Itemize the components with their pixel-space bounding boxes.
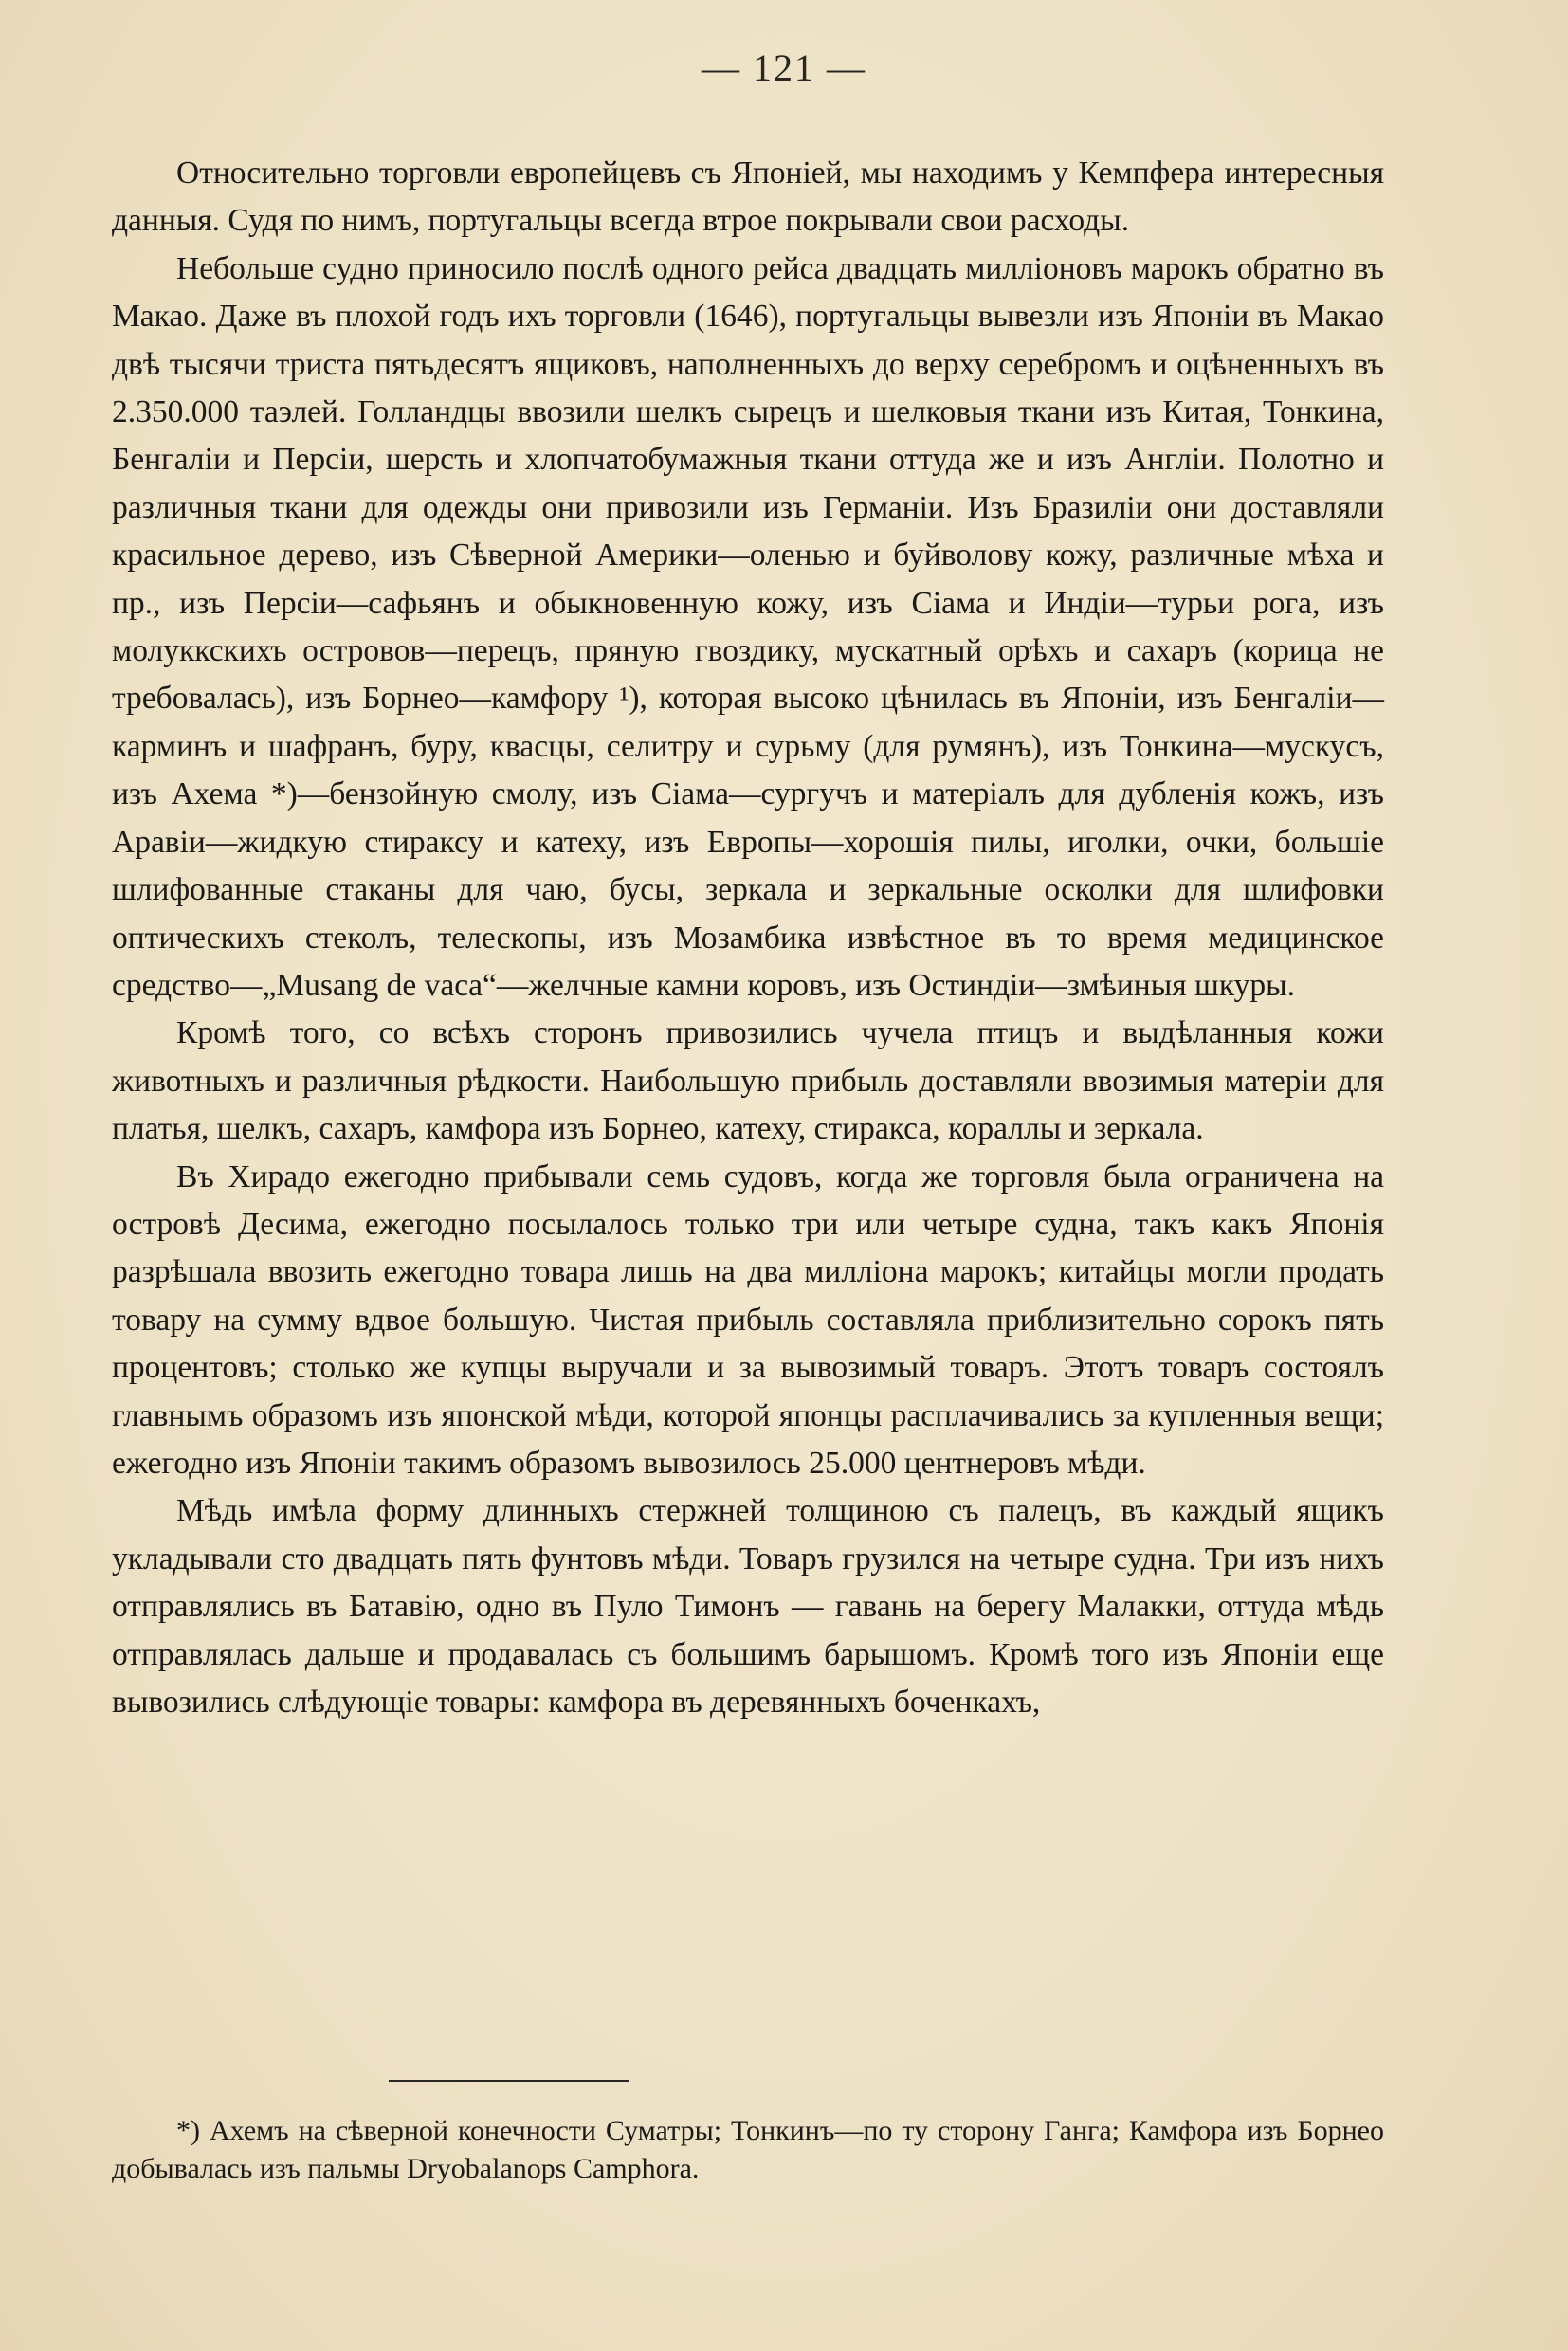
page-number: — 121 —: [702, 46, 866, 89]
paragraph: Кромѣ того, со всѣхъ сторонъ привозились чучела птицъ и выдѣланныя кожи животныхъ и различныя рѣдкости. Наибольшую прибыль доставляли ввозимыя матерiи для платья, шелкъ, сахаръ, камфора изъ Борнео, катеху, стиракса, кораллы и зеркала.: [112, 1015, 1384, 1147]
paragraph: Относительно торговли европейцевъ съ Японiей, мы находимъ у Кемпфера интересныя данныя. Судя по нимъ, португальцы всегда втрое покрывали свои расходы.: [112, 155, 1384, 239]
paragraph: Небольше судно приносило послѣ одного рейса двадцать миллiоновъ марокъ обратно въ Макао. Даже въ плохой годъ ихъ торговли (1646), португальцы вывезли изъ Японiи въ Макао двѣ тысячи триста пятьдесятъ ящиковъ, наполненныхъ до верху серебромъ и оцѣненныхъ въ 2.350.000 таэлей. Голландцы ввозили шелкъ сырецъ и шелковыя ткани изъ Китая, Тонкина, Бенгалiи и Персiи, шерсть и хлопчатобумажныя ткани оттуда же и изъ Англiи. Полотно и различныя ткани для одежды они привозили изъ Германiи. Изъ Бразилiи они доставляли красильное дерево, изъ Сѣверной Америки—оленью и буйволову кожу, различные мѣха и пр., изъ Персiи—сафьянъ и обыкновенную кожу, изъ Сiама и Индiи—турьи рога, изъ молуккскихъ островов—перецъ, пряную гвоздику, мускатный орѣхъ и сахаръ (корица не требовалась), изъ Борнео—камфору ¹), которая высоко цѣнилась въ Японiи, изъ Бенгалiи—карминъ и шафранъ, буру, квасцы, селитру и сурьму (для румянъ), изъ Тонкина—мускусъ, изъ Ахема *)—бензойную смолу, изъ Сiама—сургучъ и матерiалъ для дубленiя кожъ, изъ Аравiи—жидкую стираксу и катеху, изъ Европы—хорошiя пилы, иголки, очки, большiе шлифованные стаканы для чаю, бусы, зеркала и зеркальные осколки для шлифовки оптическихъ стеколъ, телескопы, изъ Мозамбика извѣстное въ то время медицинское средство—„Musang de vaca“—желчные камни коровъ, изъ Остиндiи—змѣиныя шкуры.: [112, 250, 1384, 1003]
footnote-divider: [389, 2080, 629, 2082]
main-text: [112, 150, 1384, 1726]
paragraph: Въ Хирадо ежегодно прибывали семь судовъ, когда же торговля была ограничена на островѣ Десима, ежегодно посылалось только три или четыре судна, такъ какъ Японiя разрѣшала ввозить ежегодно товара лишь на два миллiона марокъ; китайцы могли продать товару на сумму вдвое большую. Чистая прибыль составляла приблизительно сорокъ пять процентовъ; столько же купцы выручали и за вывозимый товаръ. Этотъ товаръ состоялъ главнымъ образомъ изъ японской мѣди, которой японцы расплачивались за купленныя вещи; ежегодно изъ Японiи такимъ образомъ вывозилось 25.000 центнеровъ мѣди.: [112, 1158, 1384, 1481]
paragraph: Мѣдь имѣла форму длинныхъ стержней толщиною съ палецъ, въ каждый ящикъ укладывали сто двадцать пять фунтовъ мѣди. Товаръ грузился на четыре судна. Три изъ нихъ отправлялись въ Батавiю, одно въ Пуло Тимонъ — гавань на берегу Малакки, оттуда мѣдь отправлялась дальше и продавалась съ большимъ барышомъ. Кромѣ того изъ Японiи еще вывозились слѣдующiе товары: камфора въ деревянныхъ боченкахъ,: [112, 1493, 1384, 1720]
footnote: *) Ахемъ на сѣверной конечности Суматры; Тонкинъ—по ту сторону Ганга; Камфора изъ Борнео добывалась изъ пальмы Dryobalanops Camphora.: [112, 2115, 1384, 2184]
